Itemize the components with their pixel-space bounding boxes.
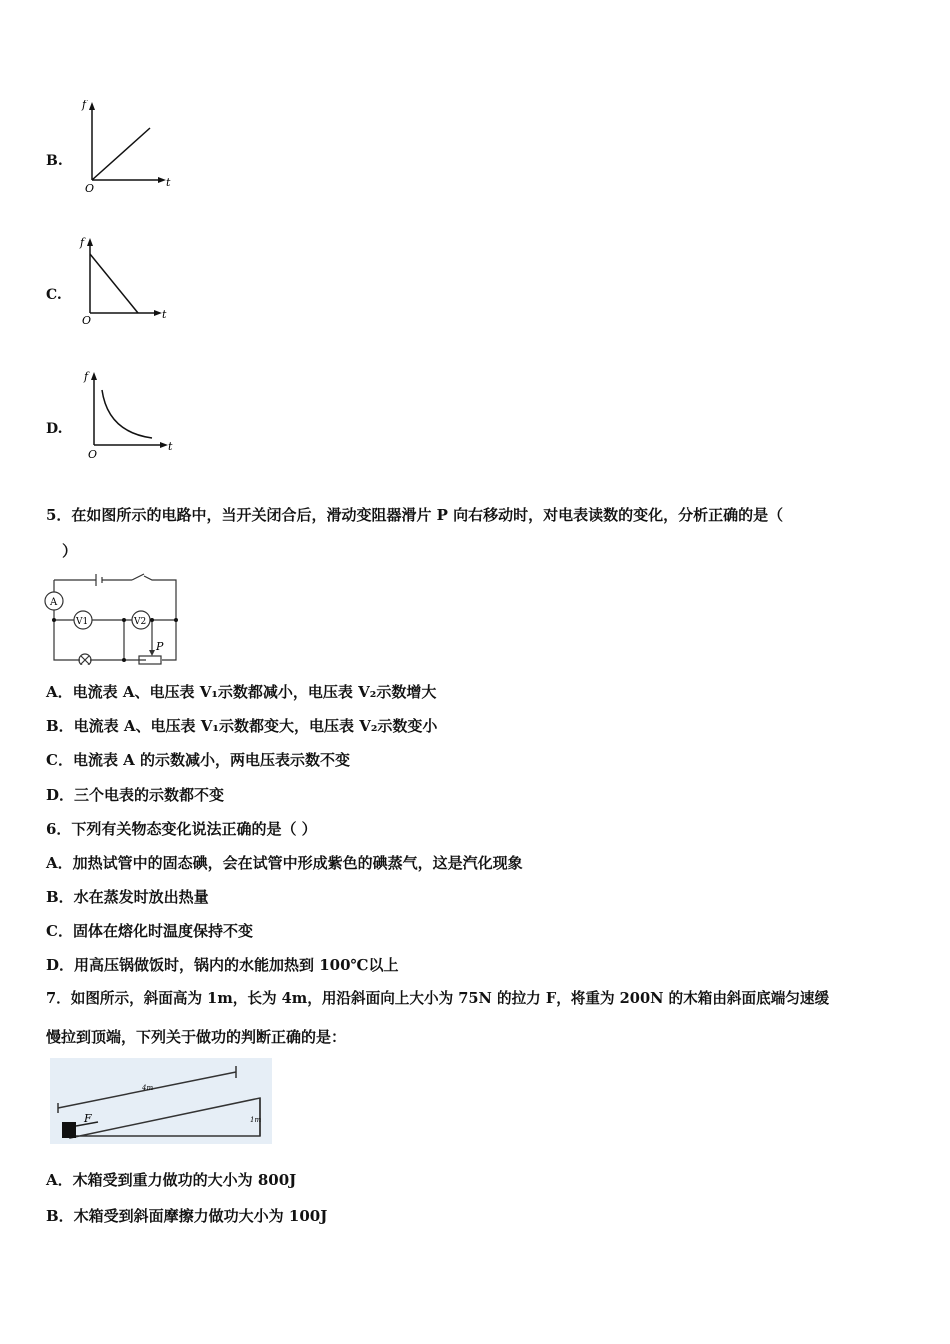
q6-option-d: D．用高压锅做饭时，锅内的水能加热到 100℃以上 bbox=[46, 956, 399, 974]
q5-stem-end: ） bbox=[62, 542, 78, 560]
svg-text:f: f bbox=[82, 100, 87, 111]
q5-option-a: A．电流表 A、电压表 V₁示数都减小，电压表 V₂示数增大 bbox=[46, 683, 437, 701]
svg-text:f: f bbox=[84, 370, 89, 383]
q7-stem-cont: 慢拉到顶端，下列关于做功的判断正确的是： bbox=[46, 1028, 347, 1046]
svg-text:4m: 4m bbox=[142, 1084, 154, 1092]
q7-option-b: B．木箱受到斜面摩擦力做功大小为 100J bbox=[46, 1207, 328, 1225]
svg-text:A: A bbox=[50, 597, 58, 608]
option-d-label: D. bbox=[46, 421, 63, 437]
q5-option-b: B．电流表 A、电压表 V₁示数都变大，电压表 V₂示数变小 bbox=[46, 717, 438, 735]
option-c-label: C. bbox=[46, 287, 62, 303]
q5-stem: 5．在如图所示的电路中，当开关闭合后，滑动变阻器滑片 P 向右移动时，对电表读数的变化，分析正确的是（ bbox=[46, 506, 784, 524]
q6-stem: 6．下列有关物态变化说法正确的是（ ） bbox=[46, 820, 317, 838]
svg-text:t: t bbox=[166, 176, 171, 189]
svg-text:t: t bbox=[162, 308, 167, 321]
q7-incline-diagram bbox=[50, 1058, 272, 1144]
q5-circuit-diagram bbox=[44, 570, 184, 665]
option-b-label: B. bbox=[46, 153, 63, 169]
svg-text:O: O bbox=[82, 314, 92, 327]
svg-text:V2: V2 bbox=[134, 617, 147, 627]
svg-text:t: t bbox=[168, 440, 173, 453]
svg-text:V1: V1 bbox=[76, 617, 89, 627]
svg-text:1m: 1m bbox=[250, 1116, 262, 1124]
graph-c-linear-decrease bbox=[78, 236, 178, 328]
q7-option-a: A．木箱受到重力做功的大小为 800J bbox=[46, 1171, 297, 1189]
svg-text:O: O bbox=[85, 182, 95, 195]
svg-text:F: F bbox=[84, 1112, 92, 1125]
graph-b-linear-increase bbox=[80, 100, 180, 195]
svg-text:P: P bbox=[156, 640, 164, 653]
svg-text:O: O bbox=[88, 448, 98, 461]
q6-option-c: C．固体在熔化时温度保持不变 bbox=[46, 922, 253, 940]
q6-option-a: A．加热试管中的固态碘，会在试管中形成紫色的碘蒸气，这是汽化现象 bbox=[46, 854, 523, 872]
q7-stem: 7．如图所示，斜面高为 1m，长为 4m，用沿斜面向上大小为 75N 的拉力 F，将重为 200N 的木箱由斜面底端匀速缓 bbox=[46, 990, 830, 1007]
q6-option-b: B．水在蒸发时放出热量 bbox=[46, 888, 209, 906]
graph-d-curve-decrease bbox=[82, 370, 182, 462]
svg-text:f: f bbox=[80, 236, 85, 249]
q5-option-d: D．三个电表的示数都不变 bbox=[46, 786, 225, 804]
q5-option-c: C．电流表 A 的示数减小，两电压表示数不变 bbox=[46, 751, 351, 769]
